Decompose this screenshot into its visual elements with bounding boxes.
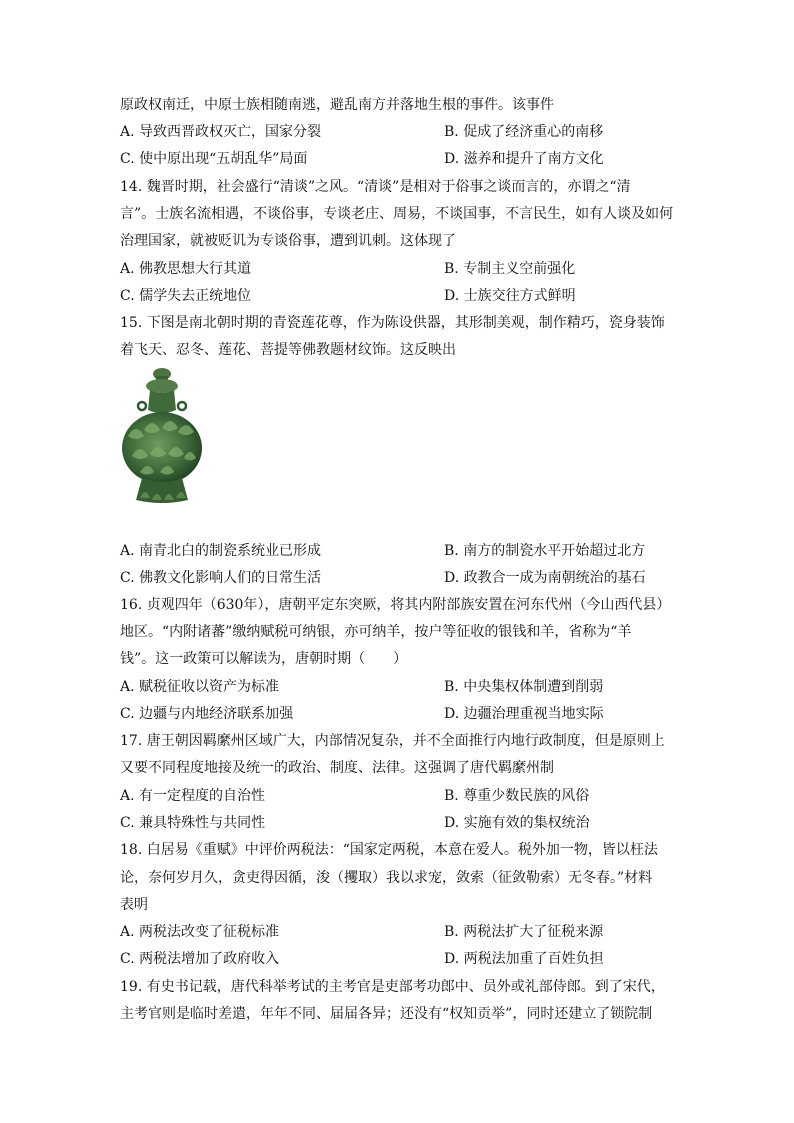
q19-stem-line-1: 19. 有史书记载，唐代科举考试的主考官是吏部考功郎中、员外或礼部侍郎。到了宋代， (120, 979, 665, 995)
q15-stem-line-2: 着飞天、忍冬、莲花、菩提等佛教题材纹饰。这反映出 (120, 342, 456, 358)
celadon-lotus-vessel-image (118, 366, 208, 506)
q16-option-b: B. 中央集权体制遭到削弱 (444, 679, 604, 695)
q14-option-d: D. 士族交往方式鲜明 (444, 288, 576, 304)
q14-stem-line-2: 言”。士族名流相遇，不谈俗事，专谈老庄、周易，不谈国事，不言民生，如有人谈及如何 (120, 206, 674, 222)
q17-stem-line-2: 又要不同程度地接及统一的政治、制度、法律。这强调了唐代羁縻州制 (120, 760, 554, 776)
q19-stem-line-2: 主考官则是临时差遣，年年不同、届届各异；还没有“权知贡举”，同时还建立了锁院制 (120, 1006, 653, 1022)
q18-option-c: C. 两税法增加了政府收入 (120, 951, 280, 967)
q17-option-b: B. 尊重少数民族的风俗 (444, 788, 590, 804)
q16-stem-line-3: 钱”。这一政策可以解读为，唐朝时期（ ） (120, 651, 408, 667)
q17-stem-line-1: 17. 唐王朝因羁縻州区域广大，内部情况复杂，并不全面推行内地行政制度，但是原则上 (120, 733, 665, 749)
q14-stem-line-1: 14. 魏晋时期，社会盛行“清谈”之风。“清谈”是相对于俗事之谈而言的，亦谓之“清 (120, 179, 631, 195)
q16-option-d: D. 边疆治理重视当地实际 (444, 706, 604, 722)
q18-stem-line-1: 18. 白居易《重赋》中评价两税法：“国家定两税，本意在爱人。税外加一物，皆以枉法 (120, 842, 658, 858)
q17-option-d: D. 实施有效的集权统治 (444, 815, 590, 831)
q14-stem-line-3: 治理国家，就被贬讥为专谈俗事，遭到讥刺。这体现了 (120, 233, 456, 249)
q15-option-a: A. 南青北白的制瓷系统业已形成 (120, 543, 322, 559)
q17-option-c: C. 兼具特殊性与共同性 (120, 815, 266, 831)
q13-option-a: A. 导致西晋政权灭亡，国家分裂 (120, 124, 322, 140)
q15-option-d: D. 政教合一成为南朝统治的基石 (444, 570, 646, 586)
q14-option-a: A. 佛教思想大行其道 (120, 261, 252, 277)
q17-option-a: A. 有一定程度的自治性 (120, 788, 266, 804)
q14-option-b: B. 专制主义空前强化 (444, 261, 576, 277)
q18-option-a: A. 两税法改变了征税标准 (120, 924, 280, 940)
q18-stem-line-2: 论，奈何岁月久，贪吏得因循，浚（攫取）我以求宠，敛索（征敛勒索）无冬春。”材料 (120, 870, 653, 886)
q18-option-b: B. 两税法扩大了征税来源 (444, 924, 604, 940)
q18-option-d: D. 两税法加重了百姓负担 (444, 951, 604, 967)
q15-option-b: B. 南方的制瓷水平开始超过北方 (444, 543, 646, 559)
q15-stem-line-1: 15. 下图是南北朝时期的青瓷莲花尊，作为陈设供器，其形制美观，制作精巧，瓷身装饰 (120, 315, 665, 331)
q14-option-c: C. 儒学失去正统地位 (120, 288, 252, 304)
q13-option-b: B. 促成了经济重心的南移 (444, 124, 604, 140)
q13-option-d: D. 滋养和提升了南方文化 (444, 151, 604, 167)
q13-stem-line: 原政权南迁，中原士族相随南逃，避乱南方并落地生根的事件。该事件 (120, 97, 554, 113)
q13-option-c: C. 使中原出现“五胡乱华”局面 (120, 151, 308, 167)
q15-option-c: C. 佛教文化影响人们的日常生活 (120, 570, 322, 586)
q16-stem-line-2: 地区。“内附诸蕃”缴纳赋税可纳银，亦可纳羊，按户等征收的银钱和羊，省称为“羊 (120, 624, 632, 640)
q16-option-c: C. 边疆与内地经济联系加强 (120, 706, 294, 722)
q18-stem-line-3: 表明 (120, 897, 148, 913)
q16-stem-line-1: 16. 贞观四年（630年），唐朝平定东突厥，将其内附部族安置在河东代州（今山西代县） (120, 597, 671, 613)
q16-option-a: A. 赋税征收以资产为标准 (120, 679, 280, 695)
